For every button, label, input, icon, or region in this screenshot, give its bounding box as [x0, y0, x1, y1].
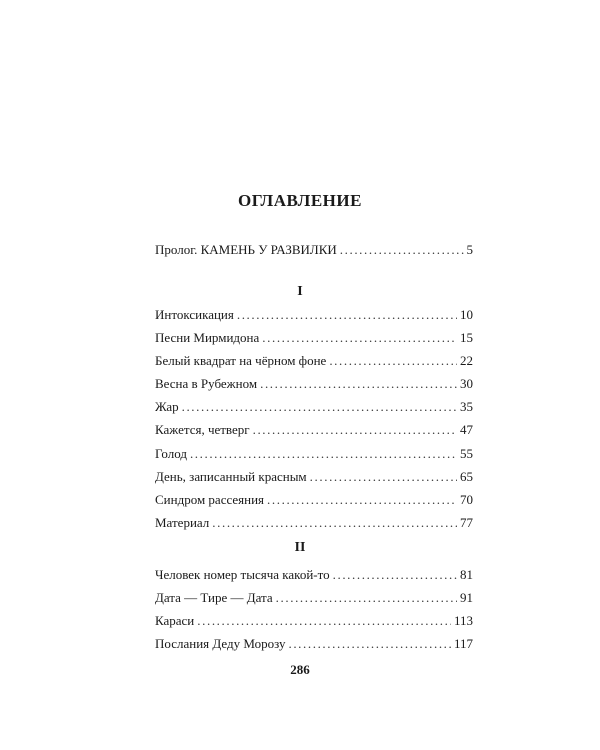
leader-dots [340, 238, 464, 261]
toc-entry [155, 609, 473, 632]
toc-entry [155, 326, 473, 349]
toc-entry-page: 5 [466, 242, 473, 257]
toc-entry [155, 442, 473, 465]
leader-dots [237, 303, 457, 326]
toc-entry [155, 465, 473, 488]
toc-prologue [155, 238, 473, 261]
toc-entry [155, 238, 473, 261]
toc-entry-label: Пролог. КАМЕНЬ У РАЗВИЛКИ [155, 242, 337, 257]
toc-entry-label: Материал [155, 514, 210, 530]
toc-entry [155, 632, 473, 655]
leader-dots [190, 442, 457, 465]
toc-entry-page: 65 [460, 468, 473, 484]
toc-entry-page: 35 [460, 399, 473, 415]
toc-entry [155, 372, 473, 395]
toc-entry [155, 563, 473, 586]
toc-entry-page: 55 [460, 445, 473, 461]
page-title: ОГЛАВЛЕНИЕ [238, 191, 362, 210]
toc-entry-page: 81 [460, 567, 473, 582]
toc-entry-label: День, записанный красным [155, 468, 307, 484]
toc-entry-label: Послания Деду Морозу [155, 636, 286, 652]
toc-entry-label: Синдром рассеяния [155, 491, 265, 507]
toc-entry [155, 511, 473, 534]
toc-entry-label: Караси [155, 613, 195, 629]
toc-entry-page: 91 [460, 590, 473, 606]
leader-dots [197, 609, 451, 632]
toc-entry-label: Кажется, четверг [155, 422, 250, 438]
leader-dots [260, 372, 457, 395]
toc-entry-page: 30 [460, 376, 473, 392]
toc-entry-label: Голод [155, 445, 187, 461]
toc-entry [155, 418, 473, 441]
toc-entry-page: 117 [453, 636, 473, 652]
toc-entry-label: Весна в Рубежном [155, 376, 258, 392]
toc-entry-page: 113 [453, 613, 473, 629]
toc-entry-page: 15 [460, 330, 473, 346]
leader-dots [267, 488, 457, 511]
leader-dots [310, 465, 457, 488]
toc-entry-label: Интоксикация [155, 307, 234, 322]
toc-entry [155, 488, 473, 511]
toc-entry [155, 349, 473, 372]
section-heading-1: I [297, 284, 303, 299]
leader-dots [262, 326, 457, 349]
toc-entry [155, 303, 473, 326]
toc-part-2 [155, 563, 473, 655]
section-heading-2: II [294, 540, 306, 555]
toc-entry-page: 22 [460, 353, 473, 369]
toc-entry-label: Дата — Тире — Дата [155, 590, 273, 606]
toc-entry-page: 70 [460, 491, 473, 507]
toc-entry-label: Белый квадрат на чёрном фоне [155, 353, 327, 369]
leader-dots [212, 511, 457, 534]
leader-dots [329, 349, 457, 372]
toc-entry-label: Песни Мирмидона [155, 330, 260, 346]
leader-dots [276, 586, 457, 609]
leader-dots [333, 563, 457, 586]
toc-part-1 [155, 303, 473, 534]
leader-dots [182, 395, 457, 418]
toc-entry-page: 77 [460, 514, 473, 530]
toc-entry-page: 10 [460, 307, 473, 322]
toc-entry-label: Человек номер тысяча какой-то [155, 567, 330, 582]
leader-dots [288, 632, 450, 655]
page-number: 286 [290, 662, 310, 677]
toc-entry-page: 47 [460, 422, 473, 438]
toc-entry [155, 395, 473, 418]
leader-dots [253, 418, 457, 441]
toc-entry-label: Жар [155, 399, 179, 415]
toc-entry [155, 586, 473, 609]
